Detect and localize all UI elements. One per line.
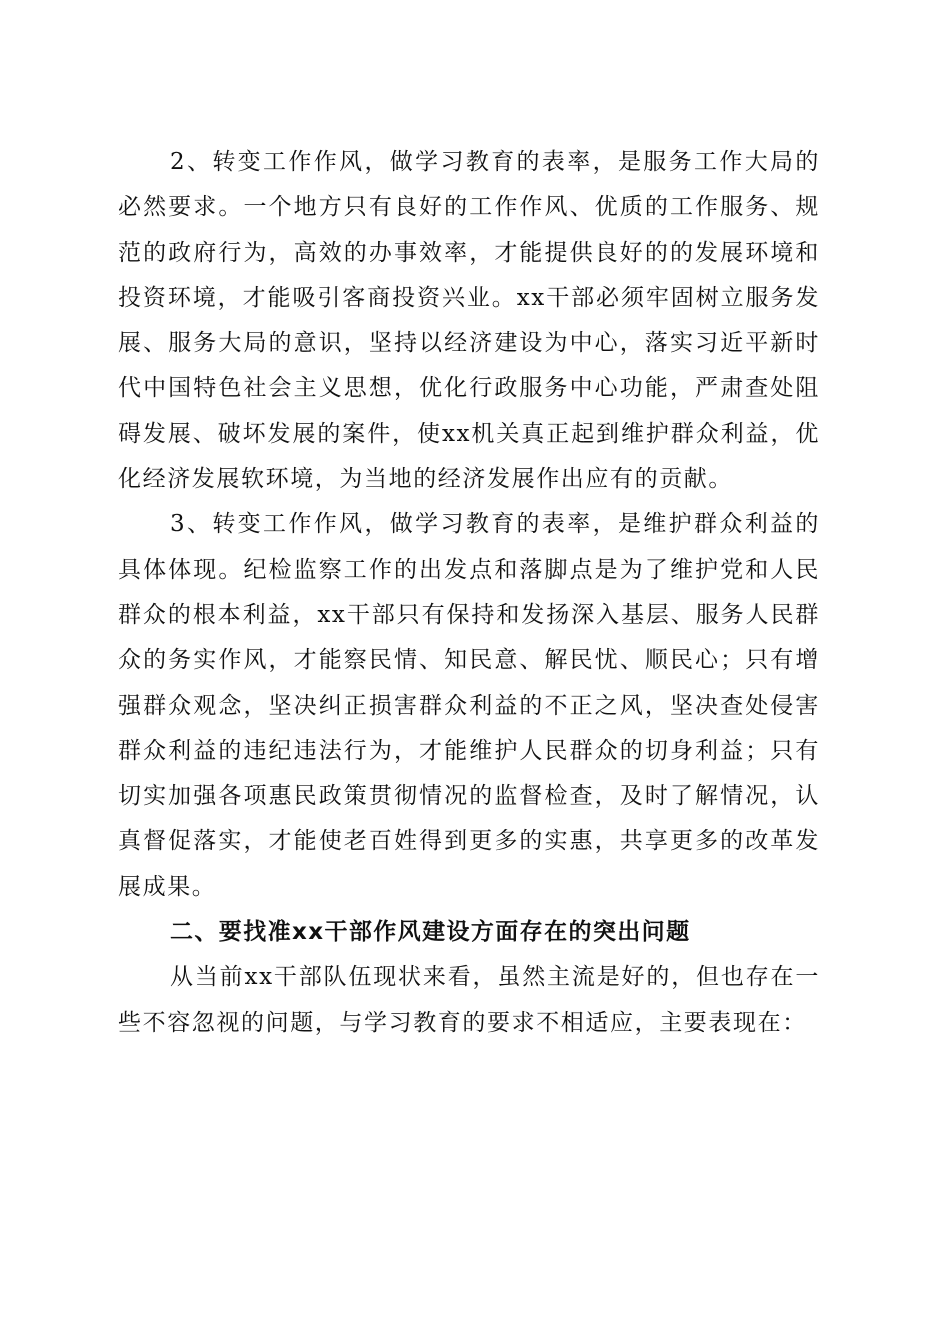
paragraph-serve-overall-situation: 2、转变工作作风，做学习教育的表率，是服务工作大局的必然要求。一个地方只有良好的工作作风、优质的工作服务、规范的政府行为，高效的办事效率，才能提供良好的的发展环境和投资环境，才能吸引客商投资兴业。xx干部必须牢固树立服务发展、服务大局的意识，坚持以经济建设为中心，落实习近平新时代中国特色社会主义思想，优化行政服务中心功能，严肃查处阻碍发展、破坏发展的案件，使xx机关真正起到维护群众利益，优化经济发展软环境，为当地的经济发展作出应有的贡献。 bbox=[118, 149, 820, 493]
section-heading: 二、要找准xx干部作风建设方面存在的突出问题 bbox=[170, 919, 691, 946]
document-page bbox=[118, 140, 820, 1046]
paragraph-current-situation: 从当前xx干部队伍现状来看，虽然主流是好的，但也存在一些不容忽视的问题，与学习教育的要求不相适应，主要表现在： bbox=[118, 964, 820, 1036]
paragraph-protect-public-interest: 3、转变工作作风，做学习教育的表率，是维护群众利益的具体体现。纪检监察工作的出发点和落脚点是为了维护党和人民群众的根本利益，xx干部只有保持和发扬深入基层、服务人民群众的务实作风，才能察民情、知民意、解民忧、顺民心；只有增强群众观念，坚决纠正损害群众利益的不正之风，坚决查处侵害群众利益的违纪违法行为，才能维护人民群众的切身利益；只有切实加强各项惠民政策贯彻情况的监督检查，及时了解情况，认真督促落实，才能使老百姓得到更多的实惠，共享更多的改革发展成果。 bbox=[118, 511, 820, 900]
